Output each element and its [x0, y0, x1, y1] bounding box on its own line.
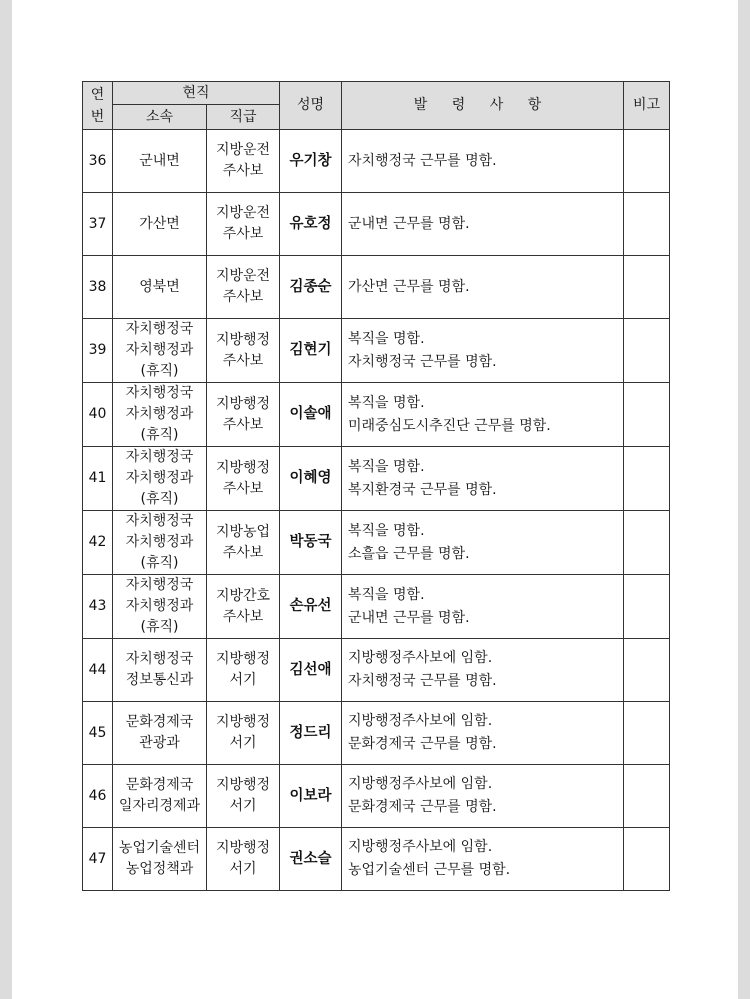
row-number: 37: [83, 193, 113, 256]
table-header: [83, 82, 670, 130]
rank-cell: 지방행정 주사보: [207, 383, 280, 447]
table-row: [83, 319, 670, 383]
row-number: 42: [83, 511, 113, 575]
affiliation-cell: 문화경제국 일자리경제과: [113, 765, 207, 828]
name-cell: 이보라: [280, 765, 342, 828]
table-row: [83, 130, 670, 193]
row-number: 43: [83, 575, 113, 639]
table-row: [83, 193, 670, 256]
action-cell: 군내면 근무를 명함.: [342, 193, 624, 256]
remarks-cell: [624, 511, 670, 575]
affiliation-cell: 자치행정국 자치행정과 (휴직): [113, 511, 207, 575]
remarks-cell: [624, 639, 670, 702]
row-number: 39: [83, 319, 113, 383]
name-cell: 박동국: [280, 511, 342, 575]
action-cell: 지방행정주사보에 임함. 문화경제국 근무를 명함.: [342, 765, 624, 828]
affiliation-cell: 자치행정국 자치행정과 (휴직): [113, 575, 207, 639]
table-row: [83, 256, 670, 319]
row-number: 40: [83, 383, 113, 447]
row-number: 47: [83, 828, 113, 891]
header-orders: 발 령 사 항: [342, 82, 624, 130]
name-cell: 이솔애: [280, 383, 342, 447]
table-row: [83, 575, 670, 639]
row-number: 44: [83, 639, 113, 702]
affiliation-cell: 문화경제국 관광과: [113, 702, 207, 765]
remarks-cell: [624, 193, 670, 256]
personnel-orders-table: [82, 81, 670, 891]
rank-cell: 지방농업 주사보: [207, 511, 280, 575]
row-number: 46: [83, 765, 113, 828]
row-number: 38: [83, 256, 113, 319]
header-remarks: 비고: [624, 82, 670, 130]
name-cell: 정드리: [280, 702, 342, 765]
remarks-cell: [624, 319, 670, 383]
table-row: [83, 639, 670, 702]
name-cell: 이혜영: [280, 447, 342, 511]
remarks-cell: [624, 702, 670, 765]
table-row: [83, 447, 670, 511]
name-cell: 김선애: [280, 639, 342, 702]
header-rank: 직급: [207, 105, 280, 130]
remarks-cell: [624, 828, 670, 891]
affiliation-cell: 자치행정국 자치행정과 (휴직): [113, 447, 207, 511]
row-number: 45: [83, 702, 113, 765]
header-name: 성명: [280, 82, 342, 130]
row-number: 36: [83, 130, 113, 193]
rank-cell: 지방행정 주사보: [207, 319, 280, 383]
remarks-cell: [624, 765, 670, 828]
action-cell: 가산면 근무를 명함.: [342, 256, 624, 319]
table-row: [83, 828, 670, 891]
action-cell: 복직을 명함. 미래중심도시추진단 근무를 명함.: [342, 383, 624, 447]
header-current-position: 현직: [113, 82, 280, 105]
affiliation-cell: 가산면: [113, 193, 207, 256]
rank-cell: 지방간호 주사보: [207, 575, 280, 639]
remarks-cell: [624, 383, 670, 447]
remarks-cell: [624, 447, 670, 511]
remarks-cell: [624, 256, 670, 319]
header-number: 연 번: [83, 82, 113, 130]
affiliation-cell: 영북면: [113, 256, 207, 319]
affiliation-cell: 자치행정국 정보통신과: [113, 639, 207, 702]
action-cell: 복직을 명함. 군내면 근무를 명함.: [342, 575, 624, 639]
rank-cell: 지방행정 서기: [207, 639, 280, 702]
name-cell: 유호정: [280, 193, 342, 256]
rank-cell: 지방행정 서기: [207, 828, 280, 891]
rank-cell: 지방행정 주사보: [207, 447, 280, 511]
name-cell: 권소슬: [280, 828, 342, 891]
action-cell: 복직을 명함. 소흘읍 근무를 명함.: [342, 511, 624, 575]
remarks-cell: [624, 130, 670, 193]
name-cell: 김종순: [280, 256, 342, 319]
name-cell: 우기창: [280, 130, 342, 193]
document-page: [12, 0, 738, 999]
rank-cell: 지방운전 주사보: [207, 193, 280, 256]
table-row: [83, 383, 670, 447]
row-number: 41: [83, 447, 113, 511]
rank-cell: 지방운전 주사보: [207, 256, 280, 319]
table-body: [83, 130, 670, 891]
rank-cell: 지방운전 주사보: [207, 130, 280, 193]
action-cell: 지방행정주사보에 임함. 자치행정국 근무를 명함.: [342, 639, 624, 702]
affiliation-cell: 군내면: [113, 130, 207, 193]
action-cell: 지방행정주사보에 임함. 농업기술센터 근무를 명함.: [342, 828, 624, 891]
rank-cell: 지방행정 서기: [207, 765, 280, 828]
affiliation-cell: 자치행정국 자치행정과 (휴직): [113, 319, 207, 383]
table-row: [83, 702, 670, 765]
rank-cell: 지방행정 서기: [207, 702, 280, 765]
action-cell: 복직을 명함. 복지환경국 근무를 명함.: [342, 447, 624, 511]
action-cell: 복직을 명함. 자치행정국 근무를 명함.: [342, 319, 624, 383]
affiliation-cell: 농업기술센터 농업정책과: [113, 828, 207, 891]
header-affiliation: 소속: [113, 105, 207, 130]
name-cell: 김현기: [280, 319, 342, 383]
affiliation-cell: 자치행정국 자치행정과 (휴직): [113, 383, 207, 447]
remarks-cell: [624, 575, 670, 639]
action-cell: 지방행정주사보에 임함. 문화경제국 근무를 명함.: [342, 702, 624, 765]
name-cell: 손유선: [280, 575, 342, 639]
table-row: [83, 765, 670, 828]
action-cell: 자치행정국 근무를 명함.: [342, 130, 624, 193]
table-row: [83, 511, 670, 575]
